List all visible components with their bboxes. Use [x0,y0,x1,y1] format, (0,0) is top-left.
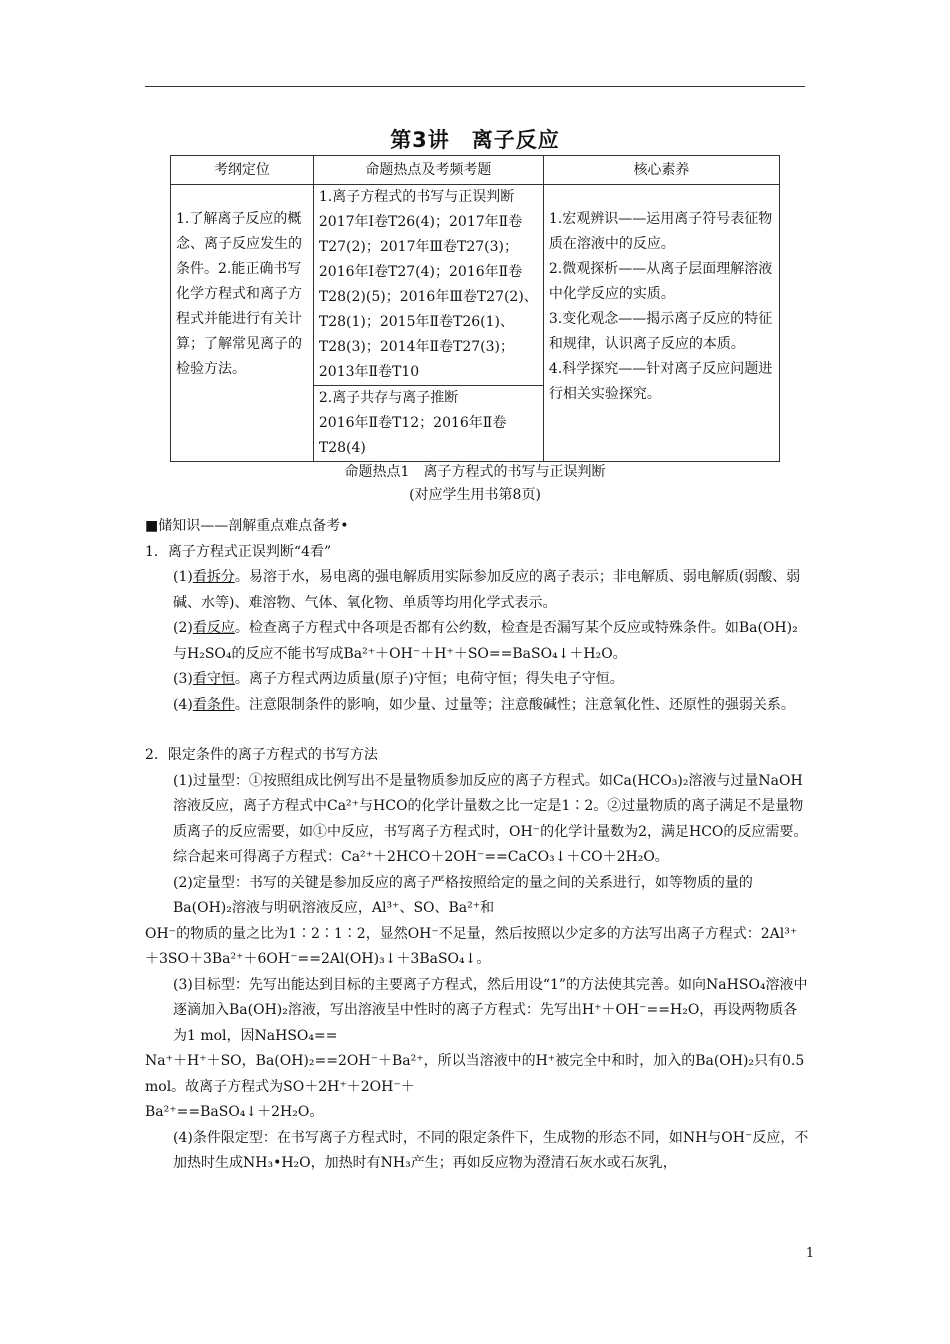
s1-p4-key: 看条件 [192,696,235,713]
page-title: 第3讲 离子反应 [390,128,560,152]
section-heading: ■储知识——剖解重点难点备考• [145,518,349,534]
header-syllabus: 考纲定位 [171,156,314,185]
s1-p1-text: 。易溶于水，易电离的强电解质用实际参加反应的离子表示；非电解质、弱电解质(弱酸、弱碱、水等)、难溶物、气体、氧化物、单质等均用化学式表示。 [173,569,801,611]
hot-topic-2-refs: 2016年Ⅱ卷T12；2016年Ⅱ卷T28(4) [318,415,507,456]
table-header-row [171,156,780,185]
header-core-literacy: 核心素养 [543,156,779,185]
s1-p4-text: 。注意限制条件的影响，如少量、过量等；注意酸碱性；注意氧化性、还原性的强弱关系。 [234,696,795,713]
header-hot-topics: 命题热点及考频考题 [313,156,543,185]
syllabus-cell [171,185,314,462]
header-rule [145,86,805,87]
s1-p2-text: 。检查离子方程式中各项是否都有公约数，检查是否漏写某个反应或特殊条件。如Ba(OH)₂与H₂SO₄的反应不能书写成Ba²⁺＋OH⁻＋H⁺＋SO==BaSO₄↓＋H₂O。 [173,620,798,662]
book-reference: (对应学生用书第8页) [409,487,541,503]
s2-paragraph-3b: Na⁺＋H⁺＋SO，Ba(OH)₂==2OH⁻＋Ba²⁺，所以当溶液中的H⁺被完全中和时，加入的Ba(OH)₂只有0.5 mol。故离子方程式为SO＋2H⁺＋2OH⁻＋ [145,1053,805,1095]
s1-paragraph-3: (3)看守恒。离子方程式两边质量(原子)守恒；电荷守恒；得失电子守恒。 [173,671,624,687]
s2-paragraph-2: (2)定量型：书写的关键是参加反应的离子严格按照给定的量之间的关系进行，如等物质的量的Ba(OH)₂溶液与明矾溶液反应，Al³⁺、SO、Ba²⁺和 [173,874,753,916]
table-body-row [171,185,780,462]
hot-topic-1-title: 1.离子方程式的书写与正误判断 [318,189,515,205]
content-body [145,514,811,1177]
section-1-heading: 1．离子方程式正误判断“4看” [145,543,332,560]
s2-paragraph-3: (3)目标型：先写出能达到目标的主要离子方程式，然后用设“1”的方法使其完善。如向NaHSO₄溶液中逐滴加入Ba(OH)₂溶液，写出溶液呈中性时的离子方程式：先写出H⁺＋OH⁻==H₂O，再设两物质各为1 mol，因NaHSO₄== [173,976,808,1044]
hot-topics-cell [313,185,543,462]
s2-paragraph-4: (4)条件限定型：在书写离子方程式时，不同的限定条件下，生成物的形态不同，如NH与OH⁻反应，不加热时生成NH₃•H₂O，加热时有NH₃产生；再如反应物为澄清石灰水或石灰乳， [173,1129,809,1171]
s1-p1-key: 看拆分 [192,569,235,585]
page-number: 1 [805,1246,815,1261]
core-literacy-cell [543,185,779,462]
hot-point-heading: 命题热点1 离子方程式的书写与正误判断 [344,464,606,480]
hot-topic-2-title: 2.离子共存与离子推断 [318,390,459,406]
section-2-heading: 2．限定条件的离子方程式的书写方法 [145,747,378,763]
literacy-item: 3.变化观念——揭示离子反应的特征和规律，认识离子反应的本质。 [548,311,773,352]
core-literacy-list [549,185,774,407]
s1-paragraph-1: (1)看拆分。易溶于水，易电离的强电解质用实际参加反应的离子表示；非电解质、弱电解质(弱酸、弱碱、水等)、难溶物、气体、氧化物、单质等均用化学式表示。 [173,569,801,611]
s2-paragraph-3c: Ba²⁺==BaSO₄↓＋2H₂O。 [145,1104,324,1120]
hot-topic-1 [314,185,543,386]
literacy-item: 1.宏观辨识——运用离子符号表征物质在溶液中的反应。 [548,211,773,252]
hot-topic-1-refs: 2017年Ⅰ卷T26(4)；2017年Ⅱ卷T27(2)；2017年Ⅲ卷T27(3)；2016年Ⅰ卷T27(4)；2016年Ⅱ卷T28(2)(5)；2016年Ⅲ卷T27(2)、T28(1)；2015年Ⅱ卷T26(1)、T28(3)；2014年Ⅱ卷T27(3)；2013年Ⅱ卷T10 [318,214,538,380]
hot-topic-2 [314,386,543,461]
s1-p3-text: 。离子方程式两边质量(原子)守恒；电荷守恒；得失电子守恒。 [234,671,624,687]
literacy-item: 2.微观探析——从离子层面理解溶液中化学反应的实质。 [548,261,773,302]
s2-paragraph-2b: OH⁻的物质的量之比为1∶2∶1∶2，显然OH⁻不足量，然后按照以少定多的方法写出离子方程式：2Al³⁺＋3SO＋3Ba²⁺＋6OH⁻==2Al(OH)₃↓＋3BaSO₄↓。 [145,925,798,967]
s1-paragraph-4: (4)看条件。注意限制条件的影响，如少量、过量等；注意酸碱性；注意氧化性、还原性的强弱关系。 [173,696,795,713]
s1-p2-key: 看反应 [192,620,235,636]
s2-paragraph-1: (1)过量型：①按照组成比例写出不是量物质参加反应的离子方程式。如Ca(HCO₃)₂溶液与过量NaOH溶液反应，离子方程式中Ca²⁺与HCO的化学计量数之比一定是1∶2。②过量物质的离子满足不是量物质离子的反应需要，如①中反应，书写离子方程式时，OH⁻的化学计量数为2，满足HCO的反应需要。综合起来可得离子方程式：Ca²⁺＋2HCO＋2OH⁻==CaCO₃↓＋CO＋2H₂O。 [173,772,808,865]
literacy-item: 4.科学探究——针对离子反应问题进行相关实验探究。 [548,361,773,402]
s1-paragraph-2: (2)看反应。检查离子方程式中各项是否都有公约数，检查是否漏写某个反应或特殊条件。如Ba(OH)₂与H₂SO₄的反应不能书写成Ba²⁺＋OH⁻＋H⁺＋SO==BaSO₄↓＋H₂O。 [173,620,798,662]
syllabus-table [170,155,780,462]
s1-p3-key: 看守恒 [192,671,235,687]
syllabus-text: 1.了解离子反应的概念、离子反应发生的条件。2.能正确书写化学方程式和离子方程式并能进行有关计算；了解常见离子的检验方法。 [176,211,302,377]
